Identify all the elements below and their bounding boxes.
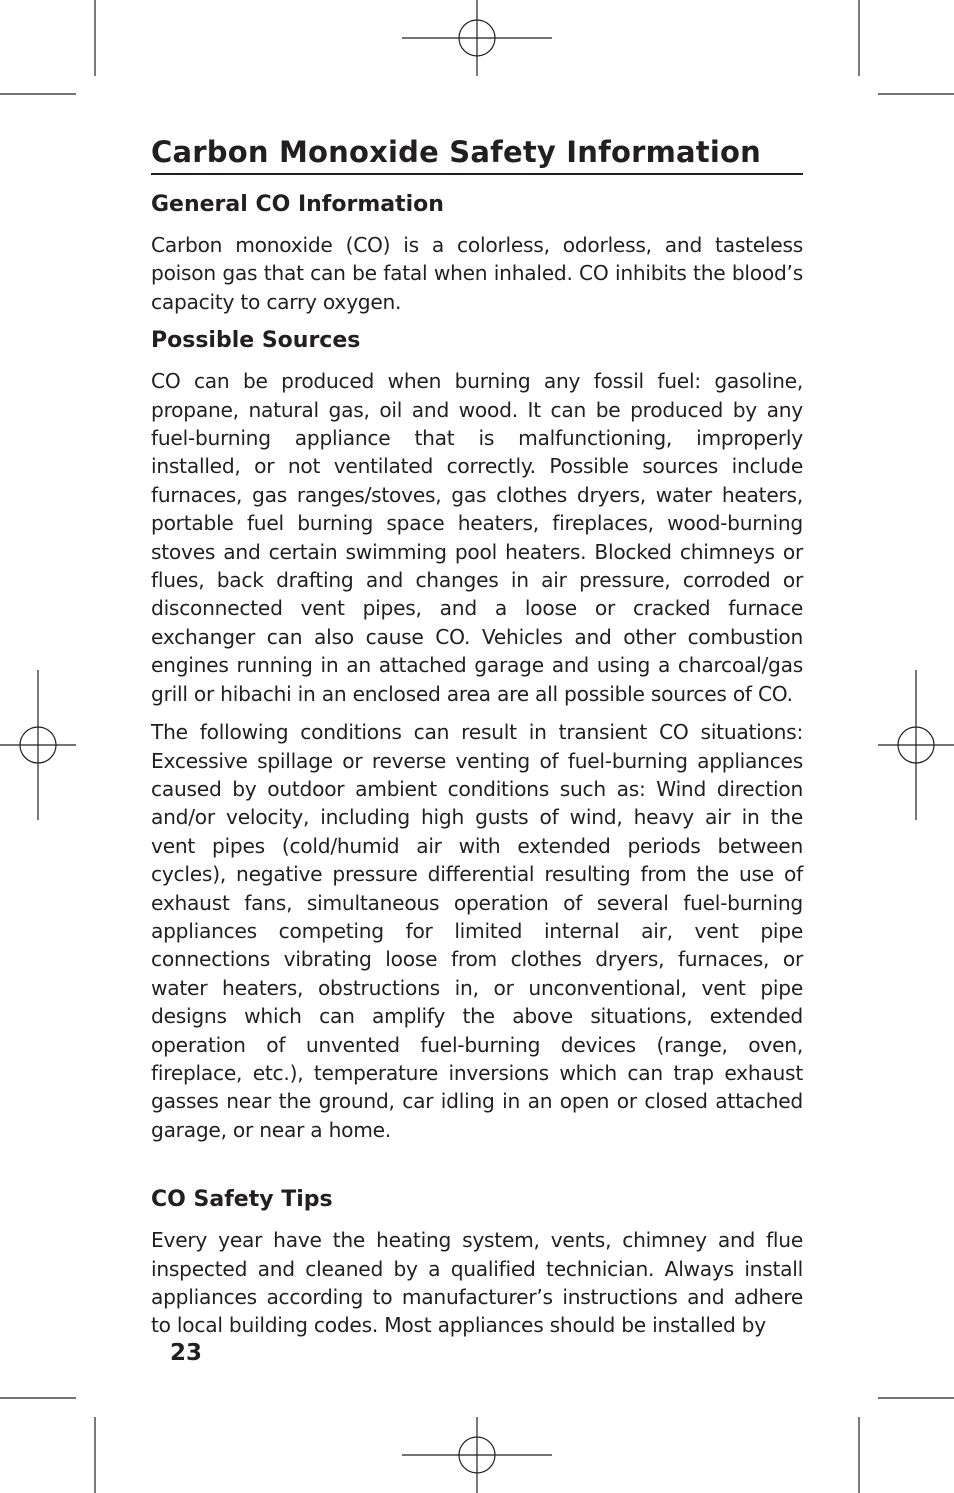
section-heading-general: General CO Information (151, 192, 444, 217)
page-number: 23 (170, 1340, 203, 1366)
page-content (151, 132, 803, 1340)
paragraph-possible-sources: CO can be produced when burning any fossil fuel: gasoline, propane, natural gas, oil and wood. It can be produced by any fuel-burning appliance that is malfunctioning, improperly installed, or not ventilated correctly. Possible sources include furnaces, gas ranges/stoves, gas clothes dryers, water heaters, portable fuel burning space heaters, fireplaces, wood-burning stoves and certain swimming pool heaters. Blocked chimneys or flues, back drafting and changes in air pressure, corroded or disconnected vent pipes, and a loose or cracked furnace exchanger can also cause CO. Vehicles and other combustion engines running in an attached garage and using a charcoal/gas grill or hibachi in an enclosed area are all possible sources of CO. (151, 369, 803, 706)
section-heading-sources: Possible Sources (151, 328, 361, 354)
paragraph-general-info: Carbon monoxide (CO) is a colorless, odorless, and tasteless poison gas that can be fatal when inhaled. CO inhibits the blood’s capacity to carry oxygen. (151, 233, 803, 314)
page-title: Carbon Monoxide Safety Information (151, 132, 803, 175)
paragraph-transient-conditions: The following conditions can result in transient CO situations: Excessive spillage or reverse venting of fuel-burning appliances caused by outdoor ambient conditions such as: Wind direction and/or velocity, including high gusts of wind, heavy air in the vent pipes (cold/humid air with extended periods between cycles), negative pressure differential resulting from the use of exhaust fans, simultaneous operation of several fuel-burning appliances competing for limited internal air, vent pipe connections vibrating loose from clothes dryers, furnaces, or water heaters, obstructions in, or unconventional, vent pipe designs which can amplify the above situations, extended operation of unvented fuel-burning devices (range, oven, fireplace, etc.), temperature inversions which can trap exhaust gasses near the ground, car idling in an open or closed attached garage, or near a home. (151, 720, 803, 1142)
section-heading-safety-tips: CO Safety Tips (151, 1187, 333, 1213)
paragraph-safety-tips: Every year have the heating system, vents, chimney and flue inspected and cleaned by a qualified technician. Always install appliances according to manufacturer’s instructions and adhere to local building codes. Most appliances should be installed by (151, 1228, 803, 1338)
